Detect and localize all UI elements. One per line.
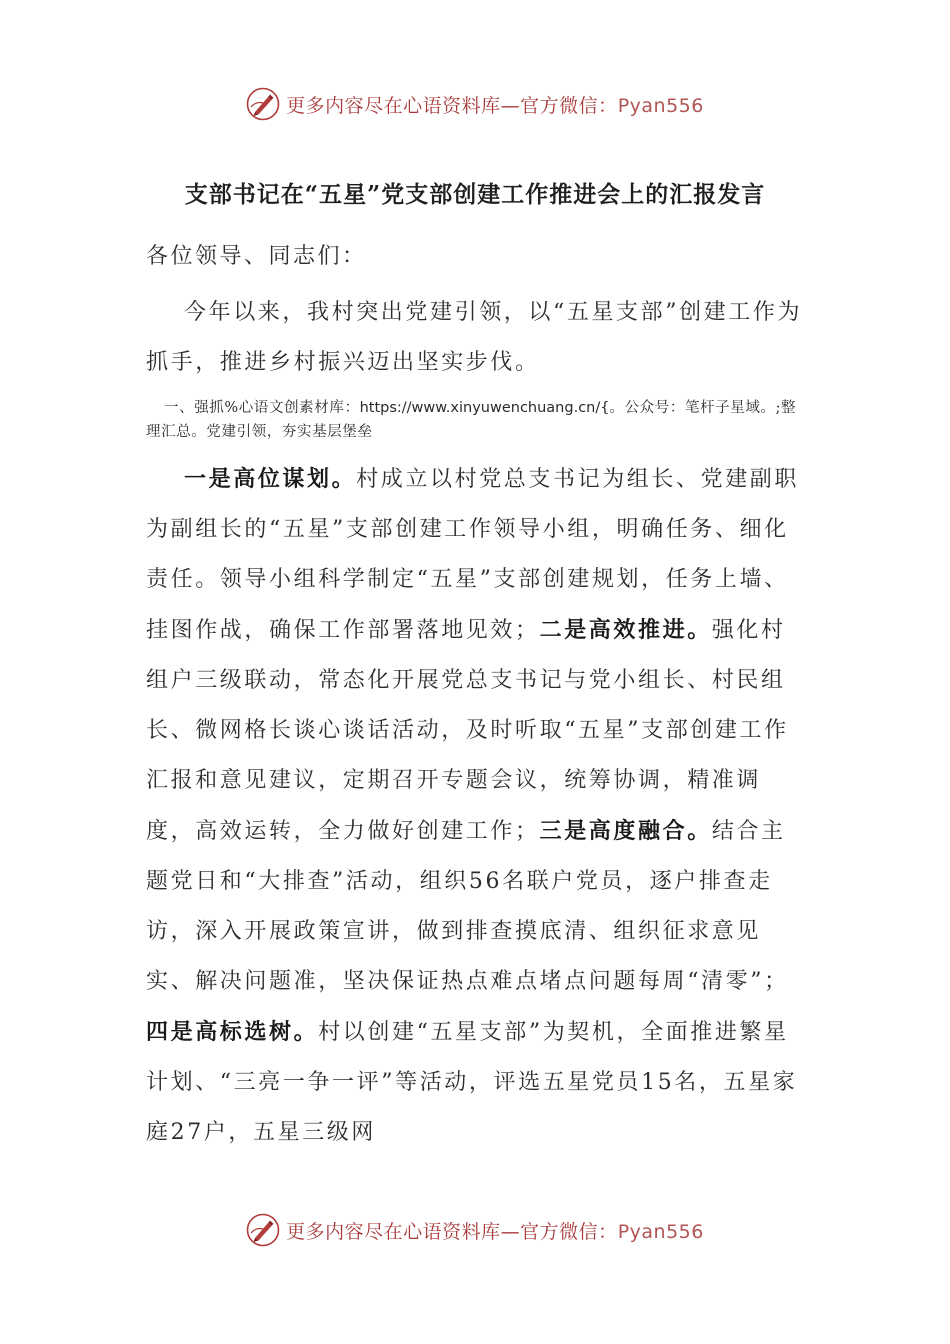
item-4-text: 村以创建“五星支部”为契机，全面推进繁星计划、“三亮一争一评”等活动，评选五星党员15名，五星家庭27户，五星三级网 [146, 1020, 798, 1145]
section-heading [146, 396, 806, 444]
watermark-brand: 更多内容尽在心语资料库 [286, 1220, 501, 1243]
item-3-text: 结合主题党日和“大排查”活动，组织56名联户党员，逐户排查走访，深入开展政策宣讲，做到排查摸底清、组织征求意见实、解决问题准，坚决保证热点难点堵点问题每周“清零”； [146, 819, 789, 994]
watermark-dash: — [500, 94, 521, 117]
watermark-brand: 更多内容尽在心语资料库 [286, 94, 501, 117]
section-heading-prefix: 一、强抓%心语文创素材库： [164, 400, 360, 416]
watermark-wechat-id: Pyan556 [617, 1220, 704, 1243]
item-4-lead: 四是高标选树。 [146, 1019, 319, 1045]
intro-paragraph: 今年以来，我村突出党建引领，以“五星支部”创建工作为抓手，推进乡村振兴迈出坚实步伐。 [146, 300, 803, 375]
watermark-wechat-label: 官方微信： [520, 94, 618, 117]
item-3-lead: 三是高度融合。 [539, 818, 712, 844]
watermark-wechat-id: Pyan556 [617, 94, 704, 117]
pen-logo-icon [246, 1213, 280, 1247]
watermark-wechat-label: 官方微信： [520, 1220, 618, 1243]
greeting: 各位领导、同志们： [146, 244, 367, 269]
item-1-text: 村成立以村党总支书记为组长、党建副职为副组长的“五星”支部创建工作领导小组，明确任务、细化责任。领导小组科学制定“五星”支部创建规划，任务上墙、挂图作战，确保工作部署落地见效； [146, 467, 800, 643]
watermark-dash: — [500, 1220, 521, 1243]
section-heading-suffix: 。公众号：笔杆子星域。;整理汇总。党建引领，夯实基层堡垒 [146, 400, 797, 440]
item-2-lead: 二是高效推进。 [539, 617, 712, 643]
item-1-lead: 一是高位谋划。 [184, 466, 357, 492]
document-title: 支部书记在“五星”党支部创建工作推进会上的汇报发言 [184, 181, 766, 208]
section-heading-url: https://www.xinyuwenchuang.cn/{ [359, 400, 610, 416]
pen-logo-icon [246, 87, 280, 121]
footer-watermark [0, 1208, 950, 1252]
item-2-text: 强化村组户三级联动，常态化开展党总支书记与党小组长、村民组长、微网格长谈心谈话活动，及时听取“五星”支部创建工作汇报和意见建议，定期召开专题会议，统筹协调，精准调度，高效运转，全力做好创建工作； [146, 618, 789, 844]
body-paragraph [146, 454, 806, 1158]
header-watermark [0, 82, 950, 126]
